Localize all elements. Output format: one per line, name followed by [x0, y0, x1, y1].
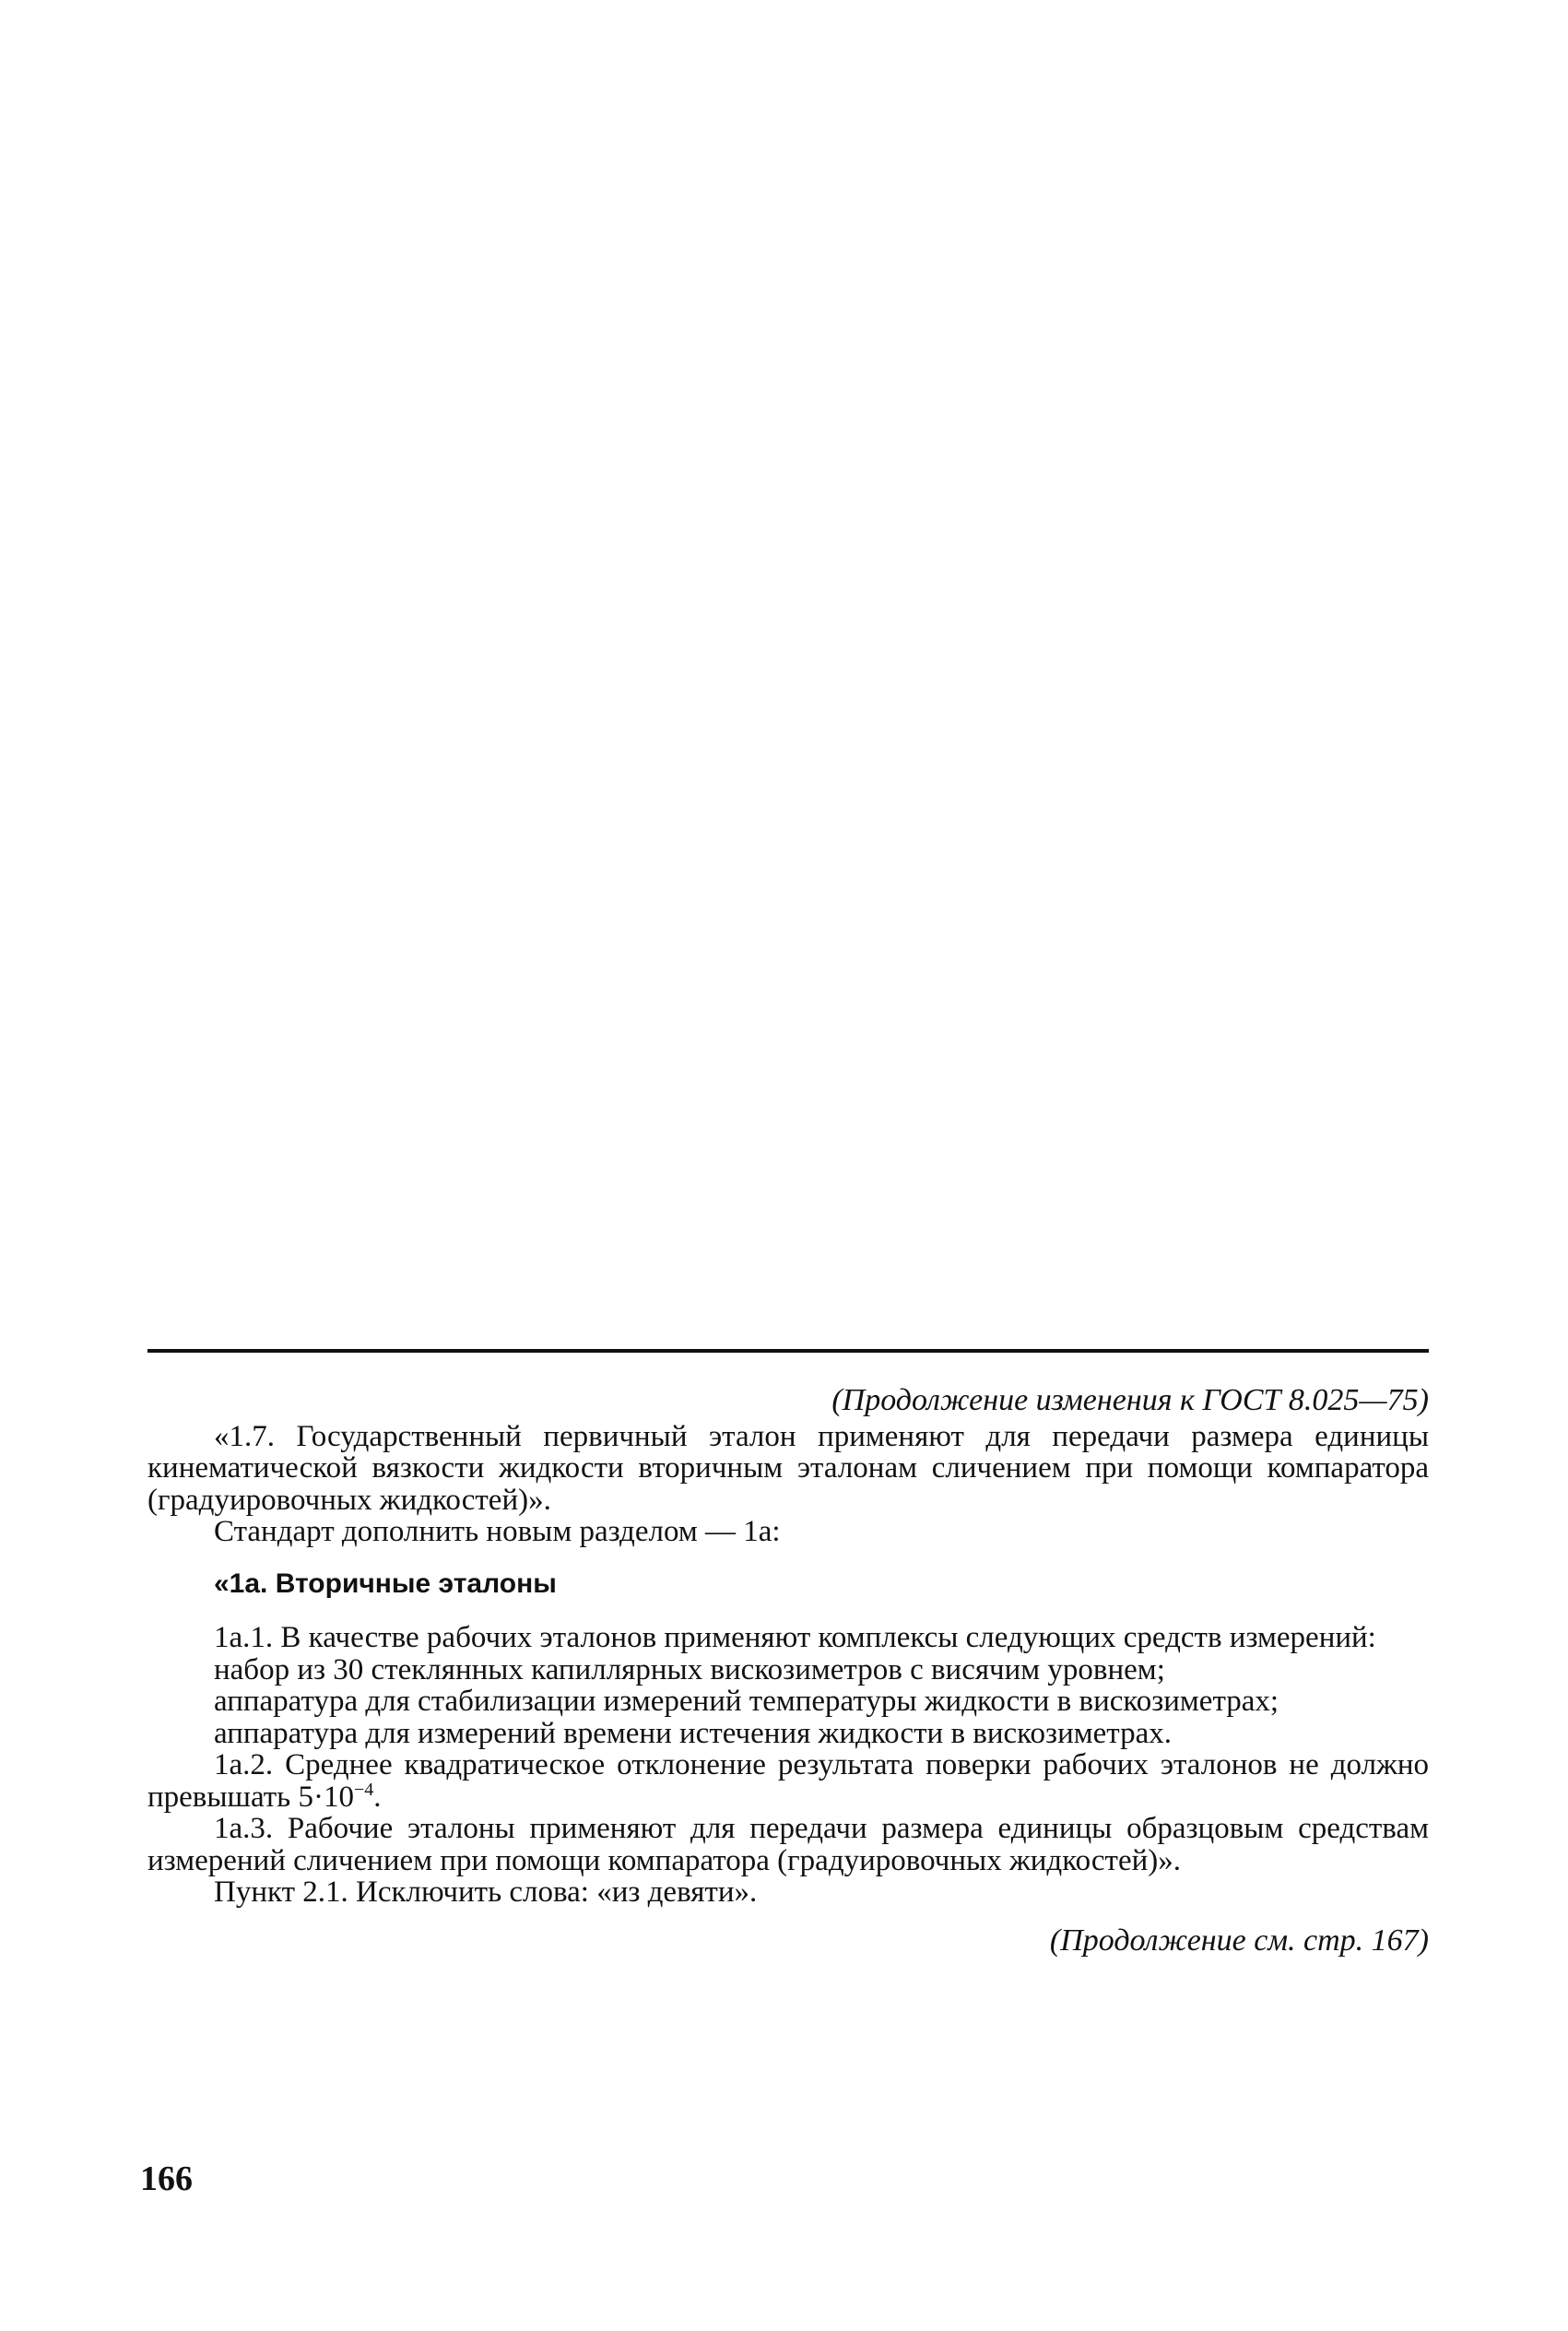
paragraph-1a-3: 1а.3. Рабочие эталоны применяют для передачи размера единицы образцовым средствам измерений сличением при помощи компаратора (градуировочных жидкостей)». [147, 1812, 1429, 1877]
paragraph-1a-2-text: 1а.2. Среднее квадратическое отклонение результата поверки рабочих эталонов не должно превышать 5·10 [147, 1748, 1429, 1814]
paragraph-addition: Стандарт дополнить новым разделом — 1а: [214, 1515, 781, 1548]
document-body [147, 1385, 1429, 1957]
top-rule [147, 1349, 1429, 1353]
exponent: −4 [353, 1779, 374, 1800]
paragraph-1a-2-end: . [373, 1780, 382, 1814]
paragraph-1a-2 [147, 1749, 1429, 1813]
section-title: «1а. Вторичные эталоны [214, 1568, 557, 1599]
list-item-viscometers: набор из 30 стеклянных капиллярных вискозиметров с висячим уровнем; [214, 1652, 1165, 1686]
continuation-footer: (Продолжение см. стр. 167) [1049, 1923, 1429, 1958]
page-number: 166 [140, 2159, 193, 2198]
list-item-temperature: аппаратура для стабилизации измерений температуры жидкости в вискозиметрах; [214, 1685, 1279, 1718]
paragraph-1a-1: 1а.1. В качестве рабочих эталонов применяют комплексы следующих средств измерений: [214, 1621, 1376, 1654]
paragraph-1-7: «1.7. Государственный первичный эталон применяют для передачи размера единицы кинематической вязкости жидкости вторичным эталонам сличением при помощи компаратора (градуировочных жидкостей)». [147, 1419, 1429, 1517]
paragraph-2-1: Пункт 2.1. Исключить слова: «из девяти». [214, 1875, 758, 1909]
continuation-header: (Продолжение изменения к ГОСТ 8.025—75) [831, 1383, 1429, 1417]
list-item-time: аппаратура для измерений времени истечения жидкости в вискозиметрах. [214, 1716, 1172, 1750]
